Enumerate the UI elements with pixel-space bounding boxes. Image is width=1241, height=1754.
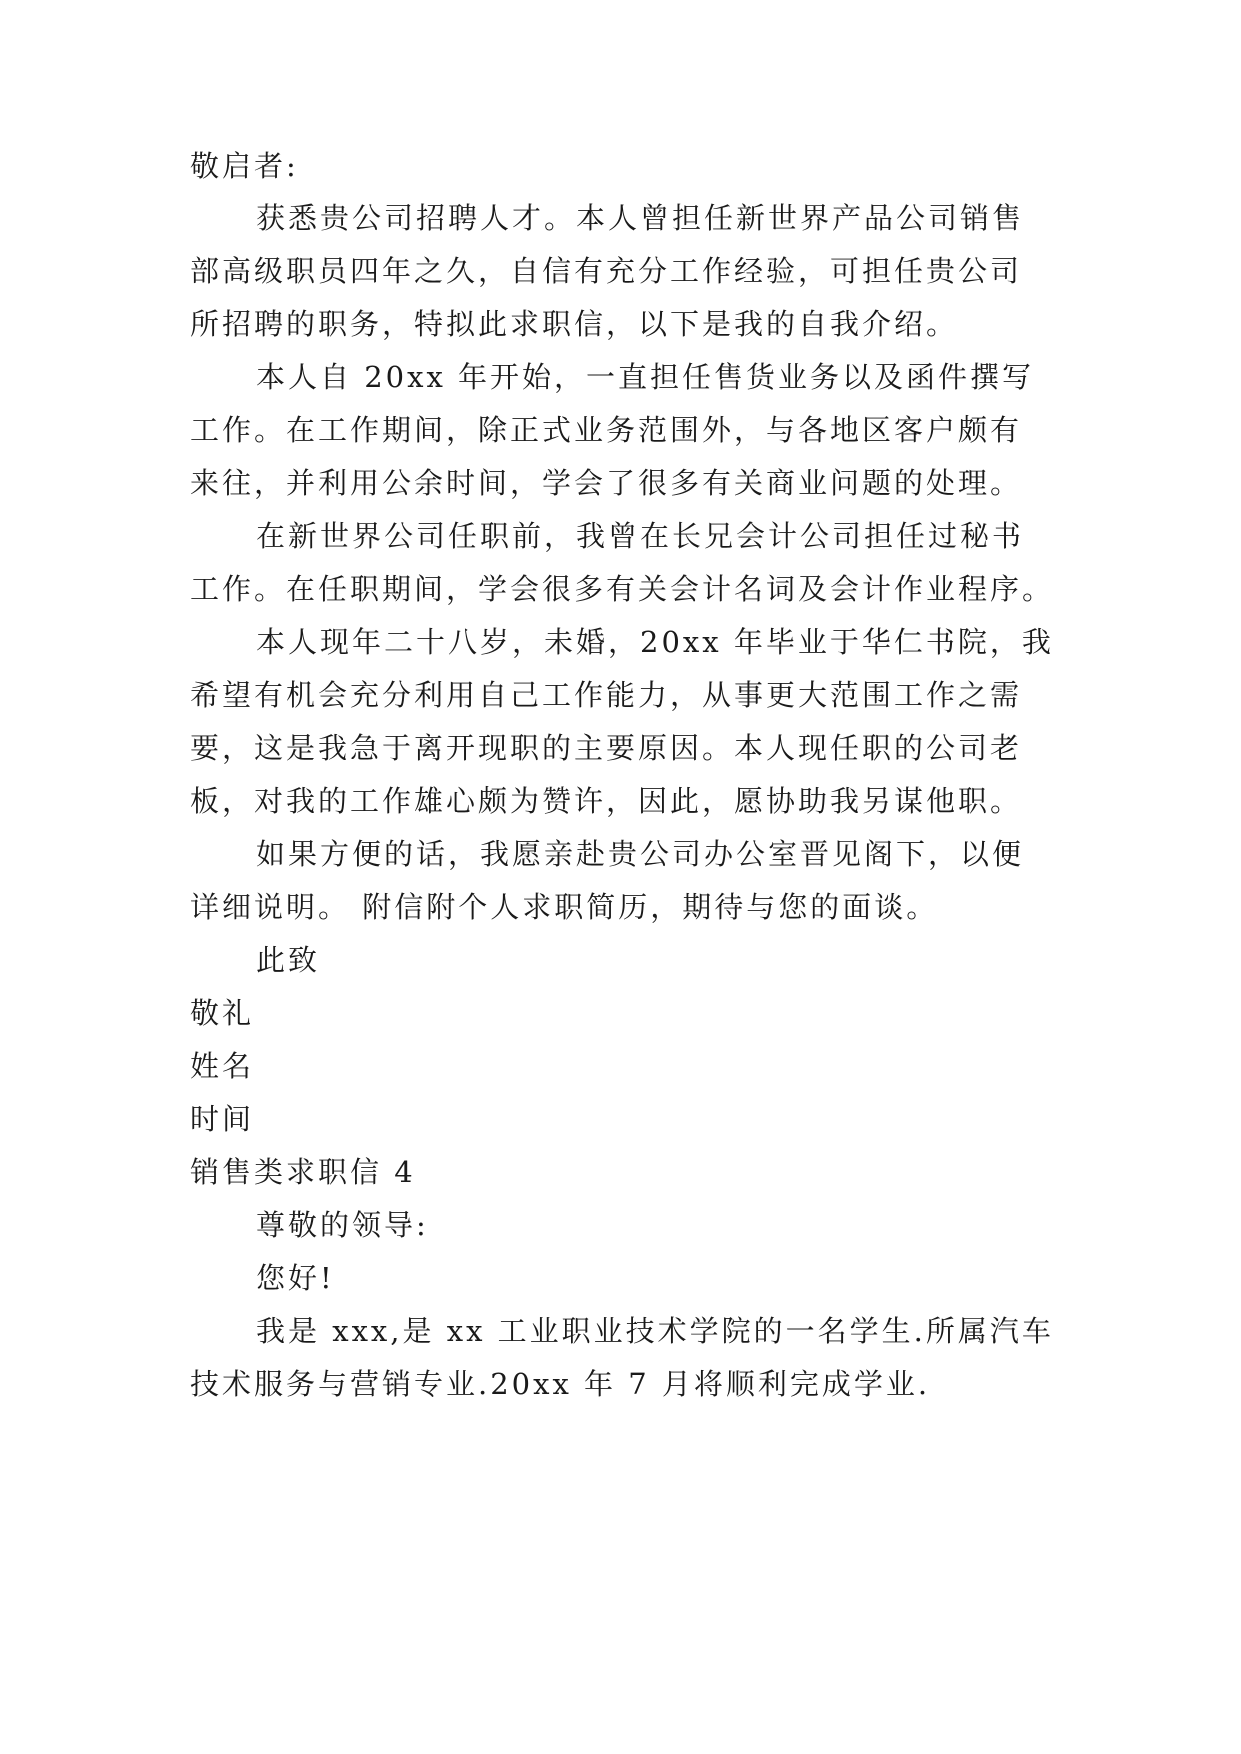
salutation: 敬启者: bbox=[190, 149, 299, 183]
closing-line-1: 此致 bbox=[256, 943, 321, 977]
paragraph-4-line-3: 要，这是我急于离开现职的主要原因。本人现任职的公司老 bbox=[190, 731, 1023, 765]
paragraph-2-line-3: 来往，并利用公余时间，学会了很多有关商业问题的处理。 bbox=[190, 466, 1023, 500]
paragraph-2-line-2: 工作。在工作期间，除正式业务范围外，与各地区客户颇有 bbox=[190, 413, 1023, 447]
letter2-salutation: 尊敬的领导: bbox=[256, 1208, 429, 1242]
paragraph-1-line-3: 所招聘的职务，特拟此求职信，以下是我的自我介绍。 bbox=[190, 307, 959, 341]
paragraph-4-line-1: 本人现年二十八岁，未婚，20xx 年毕业于华仁书院，我 bbox=[256, 625, 1054, 659]
paragraph-1-line-1: 获悉贵公司招聘人才。本人曾担任新世界产品公司销售 bbox=[256, 201, 1025, 235]
letter2-paragraph-1-line-1: 我是 xxx,是 xx 工业职业技术学院的一名学生.所属汽车 bbox=[256, 1314, 1054, 1348]
paragraph-4-line-2: 希望有机会充分利用自己工作能力，从事更大范围工作之需 bbox=[190, 678, 1023, 712]
letter2-paragraph-1-line-2: 技术服务与营销专业.20xx 年 7 月将顺利完成学业. bbox=[190, 1367, 931, 1401]
paragraph-5-line-2: 详细说明。 附信附个人求职简历，期待与您的面谈。 bbox=[190, 890, 939, 924]
paragraph-2-line-1: 本人自 20xx 年开始，一直担任售货业务以及函件撰写 bbox=[256, 360, 1035, 394]
letter2-greeting: 您好! bbox=[256, 1261, 335, 1295]
paragraph-3-line-2: 工作。在任职期间，学会很多有关会计名词及会计作业程序。 bbox=[190, 572, 1055, 606]
section-title: 销售类求职信 4 bbox=[190, 1155, 416, 1189]
signature-time: 时间 bbox=[190, 1102, 255, 1136]
paragraph-5-line-1: 如果方便的话，我愿亲赴贵公司办公室晋见阁下，以便 bbox=[256, 837, 1025, 871]
paragraph-1-line-2: 部高级职员四年之久，自信有充分工作经验，可担任贵公司 bbox=[190, 254, 1023, 288]
signature-name: 姓名 bbox=[190, 1049, 255, 1083]
paragraph-4-line-4: 板，对我的工作雄心颇为赞许，因此，愿协助我另谋他职。 bbox=[190, 784, 1023, 818]
closing-line-2: 敬礼 bbox=[190, 996, 255, 1030]
paragraph-3-line-1: 在新世界公司任职前，我曾在长兄会计公司担任过秘书 bbox=[256, 519, 1025, 553]
